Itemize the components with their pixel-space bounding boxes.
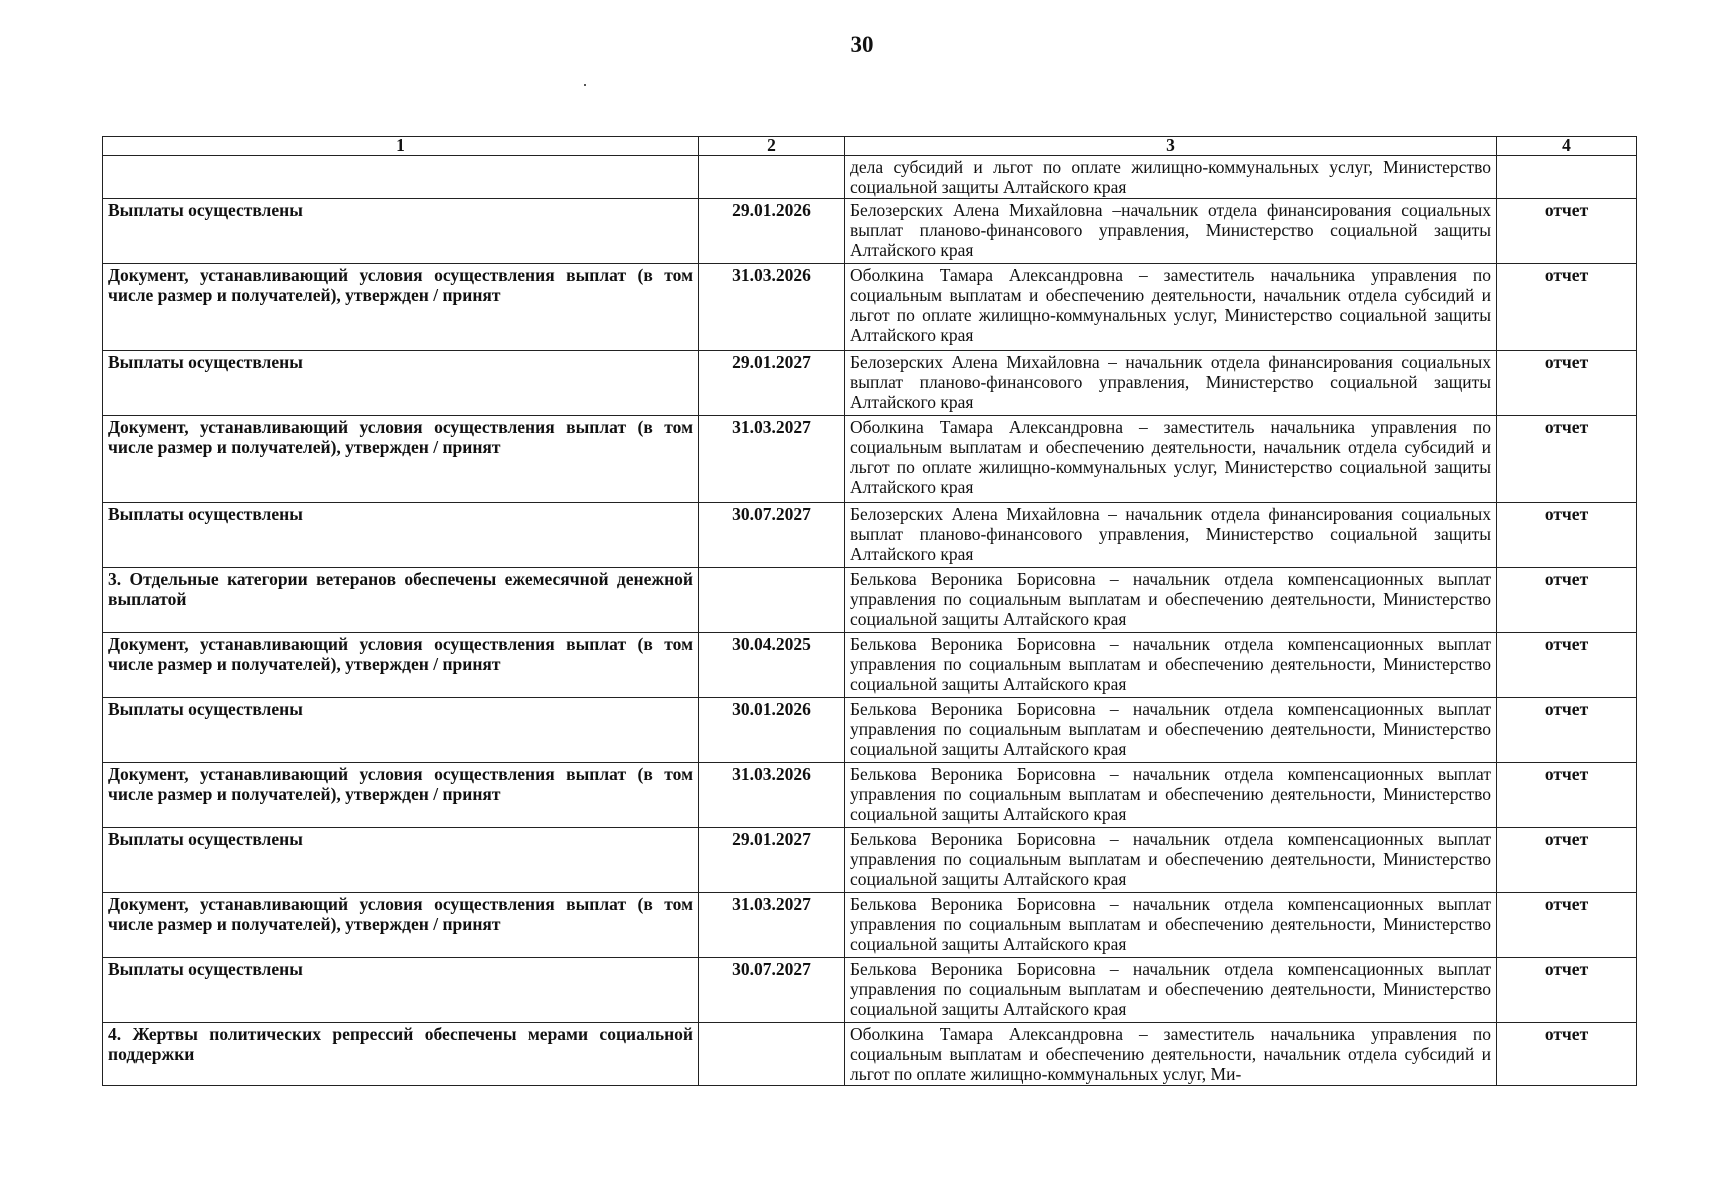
doc-type-cell: отчет [1497,199,1637,264]
table-row [103,264,1637,351]
doc-type-cell: отчет [1497,633,1637,698]
responsible-cell: Белозерских Алена Михайловна –начальник отдела финансирования социальных выплат планово-финансового управления, Министерство социальной защиты Алтайского края [845,199,1497,264]
event-cell: Документ, устанавливающий условия осуществления выплат (в том числе размер и получателей), утвержден / принят [103,264,699,351]
table-row [103,568,1637,633]
responsible-cell: Белькова Вероника Борисовна – начальник отдела компенсационных выплат управления по социальным выплатам и обеспечению деятельности, Министерство социальной защиты Алтайского края [845,828,1497,893]
responsible-cell: дела субсидий и льгот по оплате жилищно-коммунальных услуг, Министерство социальной защиты Алтайского края [845,156,1497,199]
table-row [103,698,1637,763]
event-cell: Документ, устанавливающий условия осуществления выплат (в том числе размер и получателей), утвержден / принят [103,633,699,698]
doc-type-cell: отчет [1497,1023,1637,1086]
responsible-cell: Белькова Вероника Борисовна – начальник отдела компенсационных выплат управления по социальным выплатам и обеспечению деятельности, Министерство социальной защиты Алтайского края [845,568,1497,633]
event-cell: Документ, устанавливающий условия осуществления выплат (в том числе размер и получателей), утвержден / принят [103,893,699,958]
column-header-2: 2 [699,137,845,156]
doc-type-cell: отчет [1497,503,1637,568]
event-cell: Выплаты осуществлены [103,958,699,1023]
doc-type-cell: отчет [1497,893,1637,958]
doc-type-cell: отчет [1497,568,1637,633]
date-cell: 30.04.2025 [699,633,845,698]
doc-type-cell: отчет [1497,958,1637,1023]
event-cell: Документ, устанавливающий условия осуществления выплат (в том числе размер и получателей), утвержден / принят [103,763,699,828]
responsible-cell: Белькова Вероника Борисовна – начальник отдела компенсационных выплат управления по социальным выплатам и обеспечению деятельности, Министерство социальной защиты Алтайского края [845,893,1497,958]
page-number: 30 [850,32,874,57]
responsible-cell: Белозерских Алена Михайловна – начальник отдела финансирования социальных выплат планово-финансового управления, Министерство социальной защиты Алтайского края [845,503,1497,568]
doc-type-cell: отчет [1497,264,1637,351]
date-cell: 30.07.2027 [699,503,845,568]
responsible-cell: Белькова Вероника Борисовна – начальник отдела компенсационных выплат управления по социальным выплатам и обеспечению деятельности, Министерство социальной защиты Алтайского края [845,958,1497,1023]
doc-type-cell: отчет [1497,763,1637,828]
table-row [103,503,1637,568]
doc-type-cell [1497,156,1637,199]
responsible-cell: Белькова Вероника Борисовна – начальник отдела компенсационных выплат управления по социальным выплатам и обеспечению деятельности, Министерство социальной защиты Алтайского края [845,698,1497,763]
schedule-table [102,136,1637,1086]
responsible-cell: Белозерских Алена Михайловна – начальник отдела финансирования социальных выплат планово-финансового управления, Министерство социальной защиты Алтайского края [845,351,1497,416]
date-cell: 31.03.2026 [699,264,845,351]
table-row [103,416,1637,503]
responsible-cell: Оболкина Тамара Александровна – заместитель начальника управления по социальным выплатам и обеспечению деятельности, начальник отдела субсидий и льгот по оплате жилищно-коммунальных услуг, Ми- [845,1023,1497,1086]
date-cell: 31.03.2027 [699,893,845,958]
doc-type-cell: отчет [1497,416,1637,503]
event-cell [103,156,699,199]
responsible-cell: Оболкина Тамара Александровна – заместитель начальника управления по социальным выплатам и обеспечению деятельности, начальник отдела субсидий и льгот по оплате жилищно-коммунальных услуг, Министерство социальной защиты Алтайского края [845,416,1497,503]
table-row [103,351,1637,416]
event-cell: Выплаты осуществлены [103,351,699,416]
table-row [103,199,1637,264]
section-heading-cell: 3. Отдельные категории ветеранов обеспечены ежемесячной денежной выплатой [103,568,699,633]
event-cell: Выплаты осуществлены [103,199,699,264]
table-row [103,1023,1637,1086]
date-cell: 29.01.2027 [699,828,845,893]
date-cell: 30.07.2027 [699,958,845,1023]
section-heading-cell: 4. Жертвы политических репрессий обеспечены мерами социальной поддержки [103,1023,699,1086]
column-header-3: 3 [845,137,1497,156]
table-row [103,893,1637,958]
doc-type-cell: отчет [1497,698,1637,763]
responsible-cell: Белькова Вероника Борисовна – начальник отдела компенсационных выплат управления по социальным выплатам и обеспечению деятельности, Министерство социальной защиты Алтайского края [845,763,1497,828]
responsible-cell: Оболкина Тамара Александровна – заместитель начальника управления по социальным выплатам и обеспечению деятельности, начальник отдела субсидий и льгот по оплате жилищно-коммунальных услуг, Министерство социальной защиты Алтайского края [845,264,1497,351]
column-header-1: 1 [103,137,699,156]
table-row [103,828,1637,893]
table-row [103,633,1637,698]
table-row [103,156,1637,199]
responsible-cell: Белькова Вероника Борисовна – начальник отдела компенсационных выплат управления по социальным выплатам и обеспечению деятельности, Министерство социальной защиты Алтайского края [845,633,1497,698]
date-cell: 30.01.2026 [699,698,845,763]
event-cell: Документ, устанавливающий условия осуществления выплат (в том числе размер и получателей), утвержден / принят [103,416,699,503]
date-cell: 29.01.2027 [699,351,845,416]
scan-speck [584,84,586,86]
date-cell: 31.03.2026 [699,763,845,828]
column-header-4: 4 [1497,137,1637,156]
date-cell: 31.03.2027 [699,416,845,503]
event-cell: Выплаты осуществлены [103,698,699,763]
table-row [103,763,1637,828]
date-cell [699,156,845,199]
date-cell [699,1023,845,1086]
date-cell [699,568,845,633]
doc-type-cell: отчет [1497,828,1637,893]
doc-type-cell: отчет [1497,351,1637,416]
table-header-row [103,137,1637,156]
date-cell: 29.01.2026 [699,199,845,264]
table-row [103,958,1637,1023]
event-cell: Выплаты осуществлены [103,503,699,568]
event-cell: Выплаты осуществлены [103,828,699,893]
